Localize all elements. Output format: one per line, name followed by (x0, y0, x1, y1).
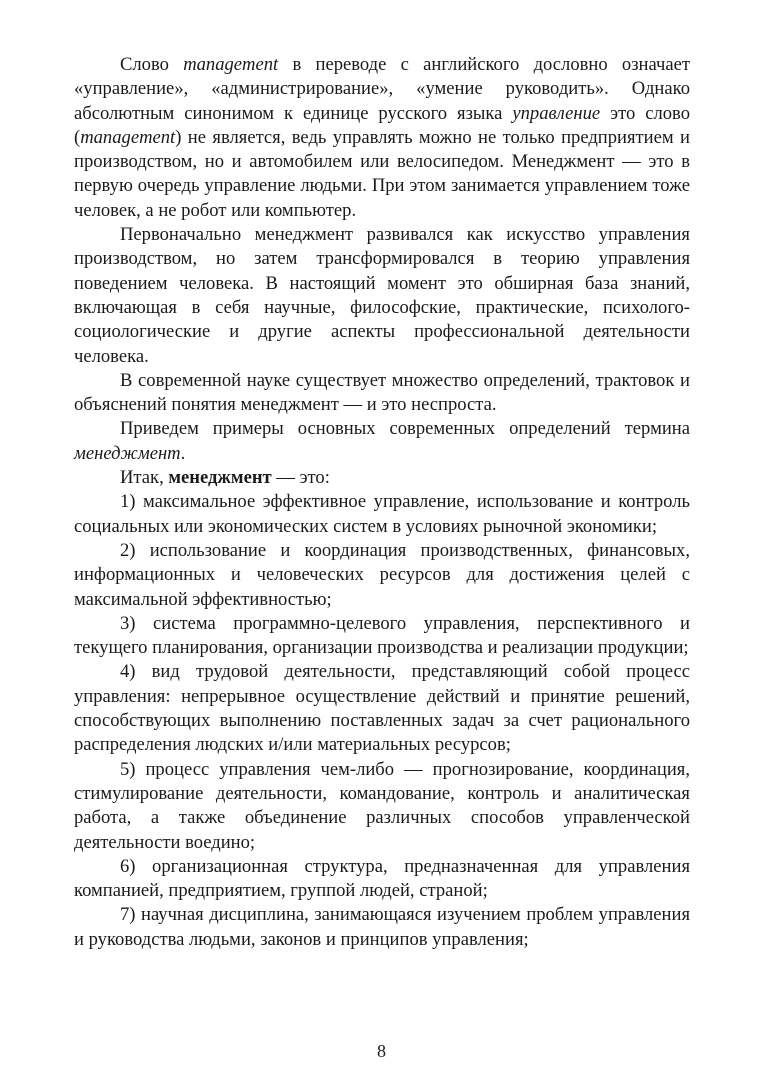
text-run: 2) использование и координация производственных, финансовых, информационных и человеческих ресурсов для достижения целей с максимальной эффективностью; (74, 539, 690, 610)
paragraph (74, 53, 690, 223)
text-run: ) не является, ведь управлять можно не только предприятием и производством, но и автомобилем или велосипедом. Менеджмент — это в первую очередь управление людьми. При этом занимается управлением тоже человек, а не робот или компьютер. (74, 126, 690, 221)
text-run: Слово (120, 54, 184, 75)
paragraph (74, 758, 690, 855)
text-run: . (180, 442, 186, 464)
paragraph (74, 466, 690, 490)
text-run: менеджмент (168, 467, 272, 489)
text-run: в переводе с английского дословно означает «управление», «администрирование», «умение руководить». Однако абсолютным синонимом к единице русского языка (74, 54, 690, 124)
text-run: Первоначально менеджмент развивался как искусство управления производством, но затем трансформировался в теорию управления поведением человека. В настоящий момент это обширная база знаний, включающая в себя научные, философские, практические, психолого-социологические и другие аспекты профессиональной деятельности человека. (74, 224, 690, 367)
page-number: 8 (377, 1041, 386, 1061)
text-run: Приведем примеры основных современных определений термина (120, 418, 690, 440)
paragraph (74, 417, 690, 466)
paragraph (74, 855, 690, 904)
text-run: 1) максимальное эффективное управление, использование и контроль социальных или экономических систем в условиях рыночной экономики; (74, 491, 690, 537)
text-run: В современной науке существует множество определений, трактовок и объяснений понятия менеджмент — и это неспроста. (74, 369, 690, 416)
text-run: 4) вид трудовой деятельности, представляющий собой процесс управления: непрерывное осуществление действий и принятие решений, способствующих выполнению поставленных задач за счет рационального распределения людских и/или материальных ресурсов; (74, 661, 690, 756)
text-run: 5) процесс управления чем-либо — прогнозирование, координация, стимулирование деятельности, командование, контроль и аналитическая работа, а также объединение различных способов управленческой деятельности воедино; (74, 758, 690, 853)
paragraph (74, 612, 690, 661)
paragraph (74, 660, 690, 757)
text-run: управление (512, 102, 601, 124)
text-run: Итак, (120, 467, 169, 489)
text-run: менеджмент (74, 442, 181, 464)
page-body (74, 53, 690, 952)
paragraph (74, 490, 690, 539)
paragraph (74, 539, 690, 612)
text-run: — это: (271, 467, 330, 489)
text-run: management (183, 54, 279, 75)
paragraph (74, 223, 690, 369)
paragraph (74, 903, 690, 952)
text-run: 7) научная дисциплина, занимающаяся изучением проблем управления и руководства людьми, законов и принципов управления; (74, 904, 690, 950)
text-run: management (80, 126, 176, 148)
paragraph (74, 369, 690, 418)
text-run: 6) организационная структура, предназначенная для управления компанией, предприятием, группой людей, страной; (74, 855, 690, 902)
text-run: 3) система программно-целевого управления, перспективного и текущего планирования, организации производства и реализации продукции; (74, 612, 690, 659)
text-run: это слово ( (74, 102, 690, 148)
